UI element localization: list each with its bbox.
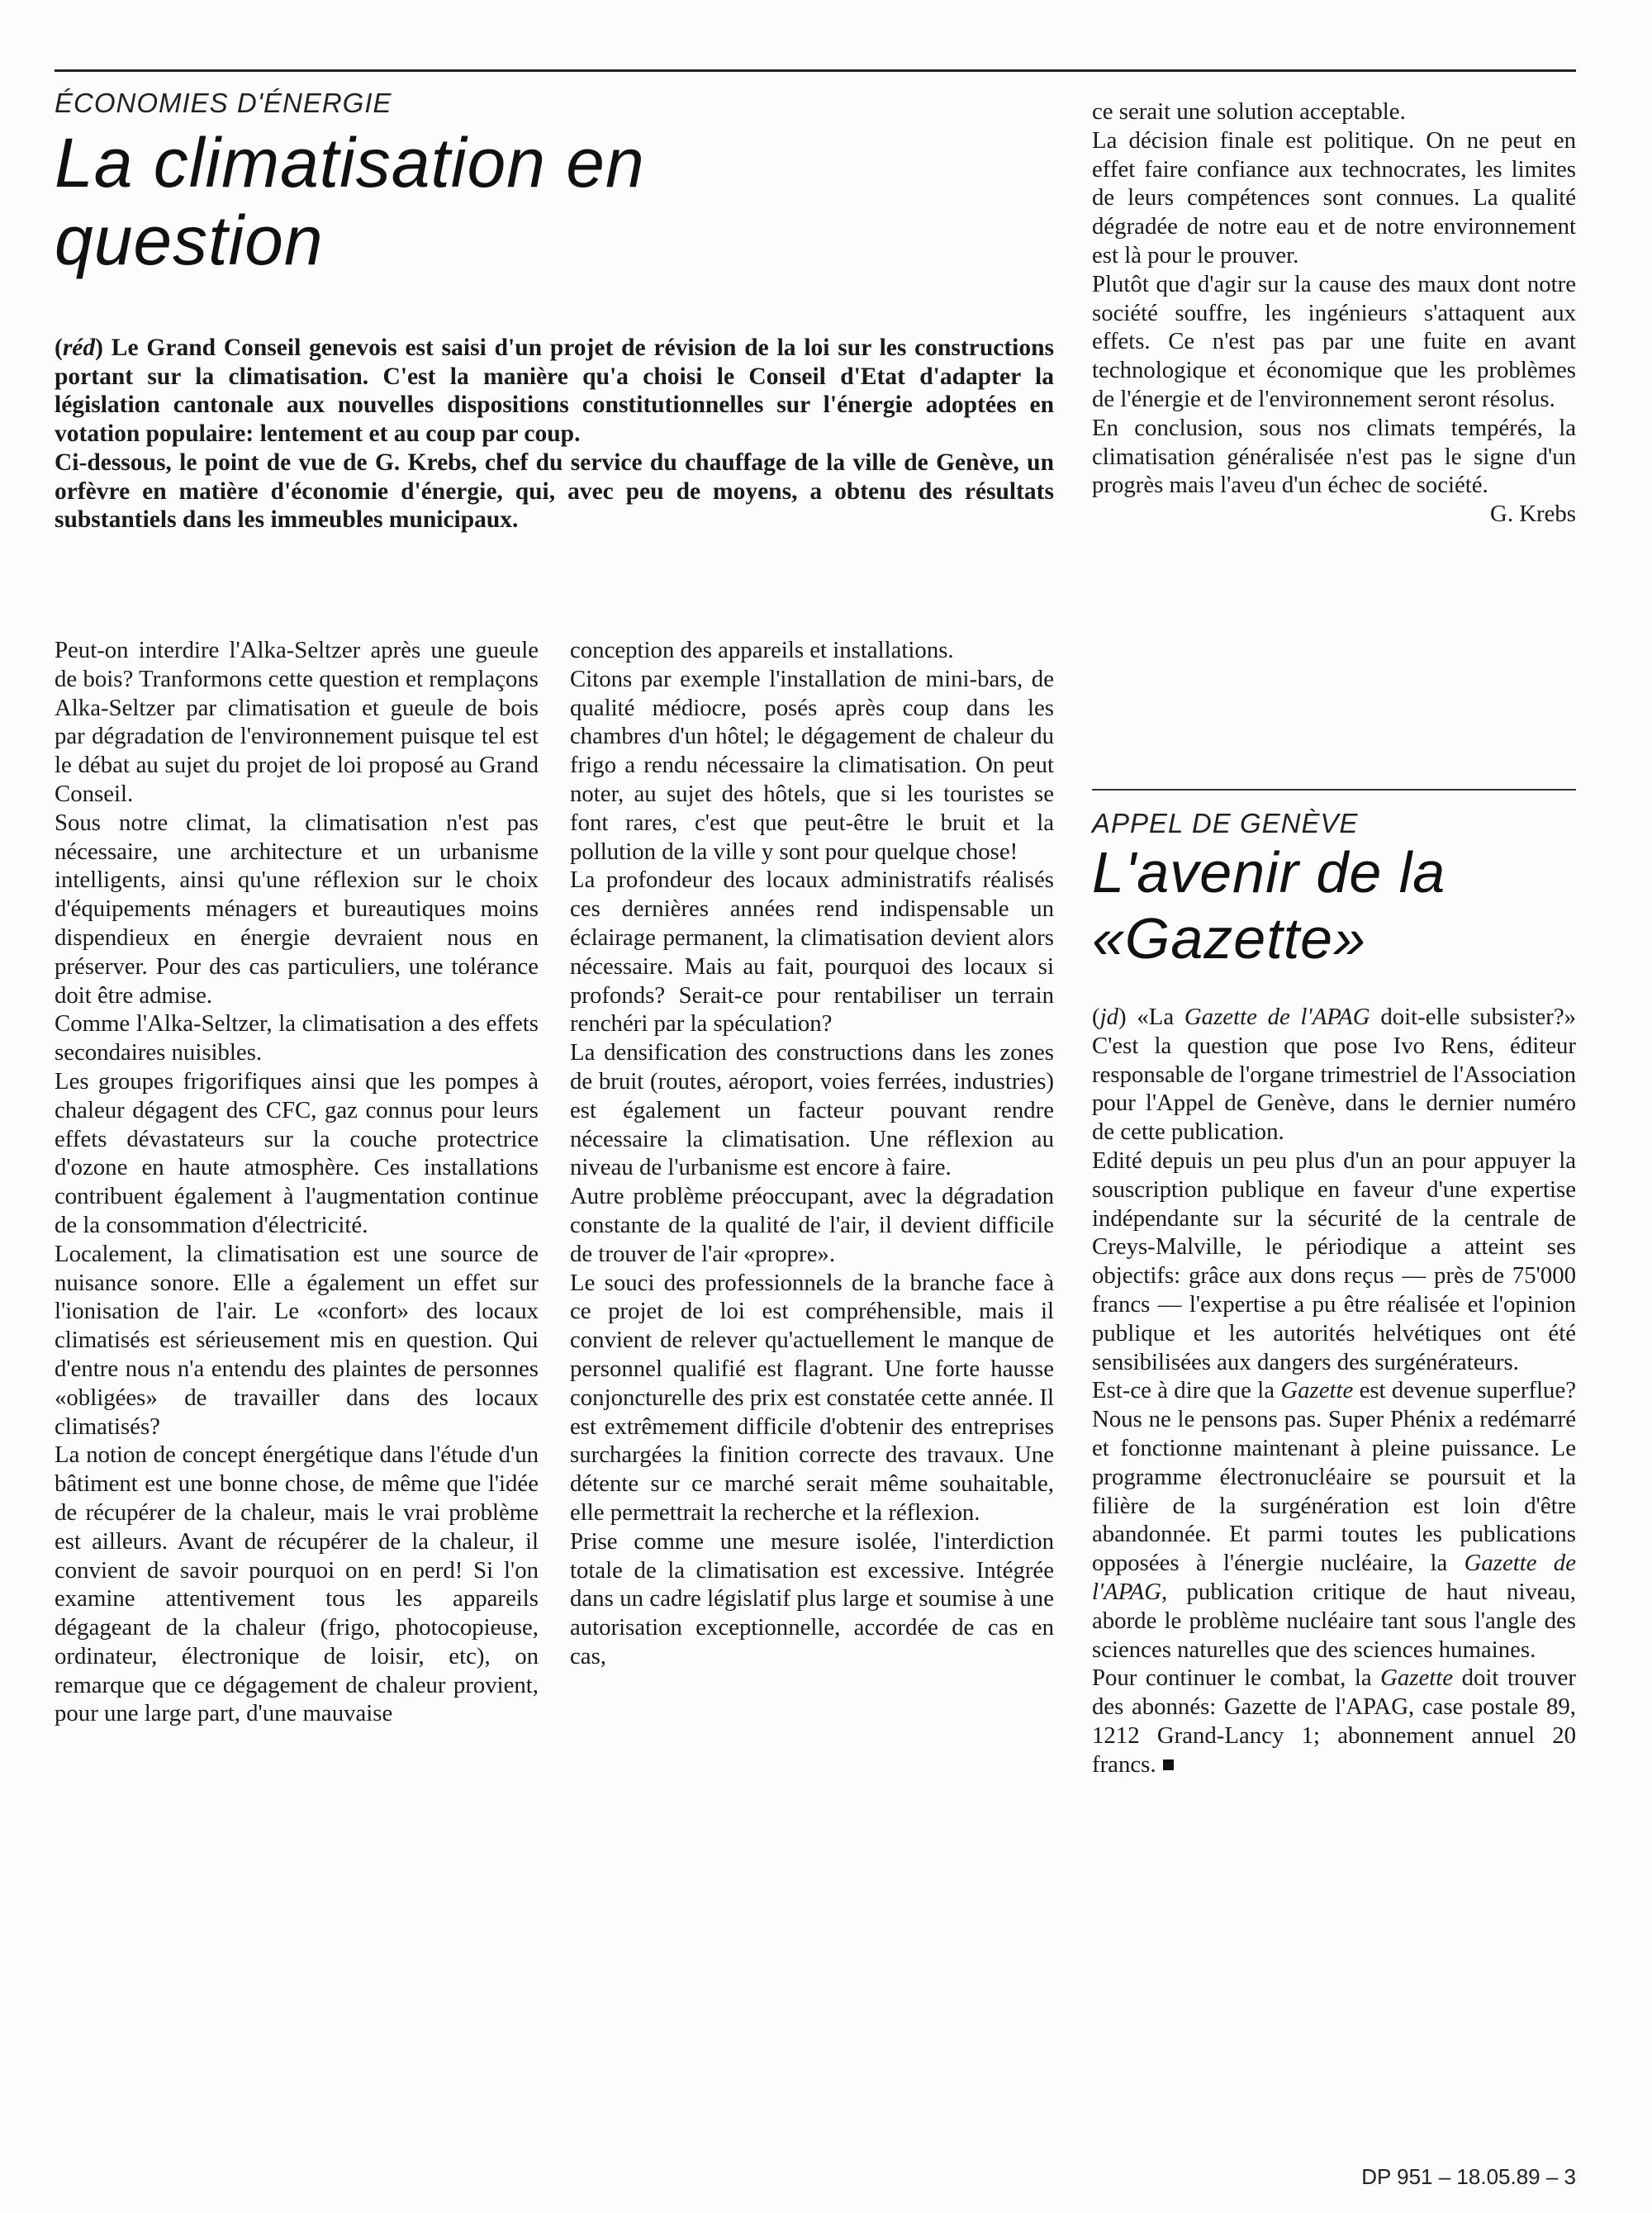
paragraph: Plutôt que d'agir sur la cause des maux dont notre société souffre, les ingénieurs s'attaquent aux effets. Ce n'est pas par une fuite en avant technologique et économique que les problèmes de l'énergie et de l'environnement seront résolus. (1092, 270, 1576, 412)
paragraph: ce serait une solution acceptable. (1092, 98, 1406, 125)
paragraph: Le souci des professionnels de la branche face à ce projet de loi est compréhensible, mais il convient de relever qu'actuellement le manque de personnel qualifié est flagrant. Une forte hausse conjoncturelle des prix est constatée cette année. Il est extrêmement difficile d'obtenir des entreprises surchargées la finition correcte des travaux. Une détente sur ce marché serait même souhaitable, elle permettrait la recherche et la réflexion. (570, 1269, 1054, 1526)
lead-paragraph-1: (réd) Le Grand Conseil genevois est saisi d'un projet de révision de la loi sur les constructions portant sur la climatisation. C'est la manière qu'a choisi le Conseil d'Etat d'adapter la législation cantonale aux nouvelles dispositions constitutionnelles sur l'énergie adoptées en votation populaire: lentement et au coup par coup. (55, 335, 1054, 448)
text: doit trouver des abonnés: Gazette de l'APAG, case postale 89, 1212 Grand-Lancy 1; abonnement annuel 20 francs. (1092, 1664, 1577, 1778)
publication-name: Gazette de l'APAG (1092, 1550, 1576, 1605)
text: est devenue superflue? Nous ne le pensons pas. Super Phénix a redémarré et fonctionne maintenant à pleine puissance. Le programme électronucléaire se poursuit et la filière de la surgénération est loin d'être abandonnée. Et parmi toutes les publications opposées à l'énergie nucléaire, la (1092, 1377, 1577, 1577)
article1-lead (55, 334, 1054, 534)
article1-column-3 (1092, 97, 1576, 529)
publication-name: Gazette (1380, 1664, 1454, 1692)
paragraph: Citons par exemple l'installation de mini-bars, de qualité médiocre, posés après coup dans les chambres d'un hôtel; le dégagement de chaleur du frigo a rendu nécessaire la climatisation. On peut noter, au sujet des hôtels, que si les touristes se font rares, c'est que peut-être le bruit et la pollution de la ville y sont pour quelque chose! (570, 665, 1054, 865)
article1-column-1 (55, 636, 539, 1728)
paragraph: La profondeur des locaux administratifs réalisés ces dernières années rend indispensable un éclairage permanent, la climatisation devient alors nécessaire. Mais au fait, pourquoi des locaux si profonds? Serait-ce pour rentabiliser un terrain renchéri par la spéculation? (570, 867, 1054, 1038)
paragraph: Comme l'Alka-Seltzer, la climatisation a des effets secondaires nuisibles. (55, 1010, 539, 1066)
paragraph: Les groupes frigorifiques ainsi que les pompes à chaleur dégagent des CFC, gaz connus pour leurs effets dévastateurs sur la couche protectrice d'ozone en haute atmosphère. Ces installations contribuent également à l'augmentation continue de la consommation d'électricité. (55, 1067, 539, 1238)
article2-headline (1092, 839, 1446, 971)
paragraph: conception des appareils et installations. (570, 637, 954, 663)
paragraph: Autre problème préoccupant, avec la dégradation constante de la qualité de l'air, il devient difficile de trouver de l'air «propre». (570, 1183, 1054, 1267)
text: Pour continuer le combat, la (1092, 1664, 1381, 1692)
text: «La (1126, 1004, 1184, 1030)
publication-name: Gazette de l'APAG (1184, 1004, 1370, 1030)
paragraph (1092, 1664, 1576, 1778)
article2-headline-line2: «Gazette» (1092, 906, 1366, 971)
article1-headline-line2: question (55, 202, 324, 279)
paragraph: (jd) «La Gazette de l'APAG doit-elle subsister?» C'est la question que pose Ivo Rens, éditeur responsable de l'organe trimestriel de l'Association pour l'Appel de Genève, dans le dernier numéro de cette publication. (1092, 1004, 1577, 1146)
article1-kicker: ÉCONOMIES D'ÉNERGIE (55, 88, 392, 118)
paragraph: La densification des constructions dans les zones de bruit (routes, aéroport, voies ferrées, industries) est également un facteur pouvant rendre nécessaire la climatisation. Une réflexion au niveau de l'urbanisme est encore à faire. (570, 1039, 1054, 1181)
paragraph: Edité depuis un peu plus d'un an pour appuyer la souscription publique en faveur d'une expertise indépendante sur la sécurité de la centrale de Creys-Malville, le périodique a atteint ses objectifs: grâce aux dons reçus — près de 75'000 francs — l'expertise a pu être réalisée et l'opinion publique et les autorités helvétiques ont été sensibilisées aux dangers des surgénérateurs. (1092, 1147, 1576, 1375)
top-rule (55, 69, 1576, 72)
text: doit-elle subsister?» C'est la question que pose Ivo Rens, éditeur responsable de l'organe trimestriel de l'Association pour l'Appel de Genève, dans le dernier numéro de cette publication. (1092, 1004, 1577, 1146)
text: Est-ce à dire que la (1092, 1377, 1281, 1404)
paragraph: Localement, la climatisation est une source de nuisance sonore. Elle a également un effet sur l'ionisation de l'air. Le «confort» des locaux climatisés est sérieusement mis en question. Qui d'entre nous n'a entendu des plaintes de personnes «obligées» de travailler dans des locaux climatisés? (55, 1240, 539, 1440)
article2-kicker: APPEL DE GENÈVE (1092, 808, 1359, 838)
lead-paragraph-2: Ci-dessous, le point de vue de G. Krebs, chef du service du chauffage de la ville de Genève, un orfèvre en matière d'économie d'énergie, qui, avec peu de moyens, a obtenu des résultats substantiels dans les immeubles municipaux. (55, 449, 1054, 534)
lead-author-tag: réd (62, 335, 96, 361)
article2-headline-line1: L'avenir de la (1092, 840, 1446, 905)
paragraph: La décision finale est politique. On ne peut en effet faire confiance aux technocrates, les limites de leurs compétences sont connues. La qualité dégradée de notre eau et de notre environnement est là pour le prouver. (1092, 126, 1576, 268)
paragraph: La notion de concept énergétique dans l'étude d'un bâtiment est une bonne chose, de même que l'idée de récupérer de la chaleur, mais le vrai problème est ailleurs. Avant de récupérer de la chaleur, il convient de savoir pourquoi on en perd! Si l'on examine attentivement tous les appareils dégageant de la chaleur (frigo, photocopieuse, ordinateur, électronique de loisir, etc), on remarque que ce dégagement de chaleur provient, pour une large part, d'une mauvaise (55, 1441, 539, 1727)
author-tag: jd (1099, 1004, 1118, 1030)
paragraph: Peut-on interdire l'Alka-Seltzer après une gueule de bois? Tranformons cette question et remplaçons Alka-Seltzer par climatisation et gueule de bois par dégradation de l'environnement puisque tel est le débat au sujet du projet de loi proposé au Grand Conseil. (55, 637, 539, 807)
lead-paragraph-1-text: Le Grand Conseil genevois est saisi d'un projet de révision de la loi sur les constructions portant sur la climatisation. C'est la manière qu'a choisi le Conseil d'Etat d'adapter la législation cantonale aux nouvelles dispositions constitutionnelles sur l'énergie adoptées en votation populaire: lentement et au coup par coup. (55, 335, 1054, 448)
article2-body (1092, 1003, 1576, 1779)
publication-name: Gazette (1280, 1377, 1354, 1404)
paragraph: Prise comme une mesure isolée, l'interdiction totale de la climatisation est excessive. Intégrée dans un cadre législatif plus large et soumise à une autorisation exceptionnelle, accordée de cas en cas, (570, 1527, 1054, 1669)
text: , publication critique de haut niveau, aborde le problème nucléaire tant sous l'angle des sciences naturelles que des sciences humaines. (1092, 1578, 1576, 1663)
sidebar-rule (1092, 789, 1576, 791)
author-signature: G. Krebs (1490, 501, 1576, 528)
paragraph (1092, 1376, 1576, 1664)
paragraph: En conclusion, sous nos climats tempérés, la climatisation généralisée n'est pas le signe d'un progrès mais l'aveu d'un échec de société. (1092, 414, 1576, 499)
article1-column-2 (570, 636, 1054, 1671)
end-mark-icon (1163, 1759, 1174, 1770)
article1-headline (55, 124, 645, 279)
article1-headline-line1: La climatisation en (55, 124, 645, 202)
page-footer: DP 951 – 18.05.89 – 3 (1361, 2164, 1576, 2189)
paragraph: Sous notre climat, la climatisation n'est pas nécessaire, une architecture et un urbanisme intelligents, ainsi qu'une réflexion sur le choix d'équipements ménagers et bureautiques moins dispendieux en énergie devraient nous en préserver. Pour des cas particuliers, une tolérance doit être admise. (55, 809, 539, 1009)
